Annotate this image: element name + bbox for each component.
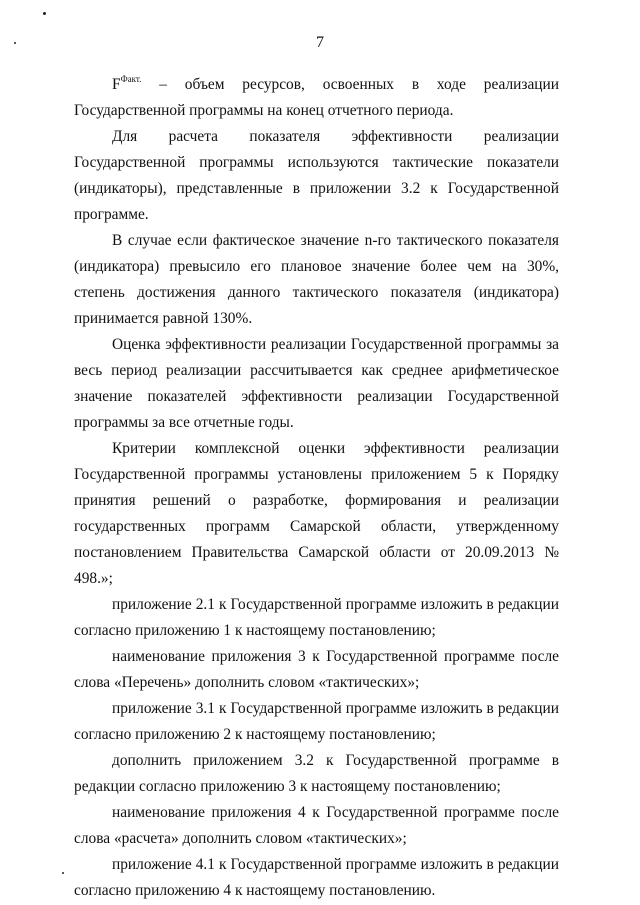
fact-definition-text: – объем ресурсов, освоенных в ходе реализации Государственной программы на конец отчетного периода. — [74, 76, 559, 119]
document-body — [74, 66, 559, 904]
paragraph: Оценка эффективности реализации Государственной программы за весь период реализации рассчитывается как среднее арифметическое значение показателей эффективности реализации Государственной программы за все отчетные годы. — [74, 336, 559, 431]
paragraph: наименование приложения 4 к Государственной программе после слова «расчета» дополнить словом «тактических»; — [74, 804, 559, 847]
paragraph: наименование приложения 3 к Государственной программе после слова «Перечень» дополнить словом «тактических»; — [74, 648, 559, 691]
scan-speck — [43, 12, 46, 15]
paragraph: приложение 4.1 к Государственной программе изложить в редакции согласно приложению 4 к настоящему постановлению. — [74, 856, 559, 899]
fact-symbol: F — [112, 76, 121, 93]
paragraph: приложение 3.1 к Государственной программе изложить в редакции согласно приложению 2 к настоящему постановлению; — [74, 700, 559, 743]
paragraph: приложение 2.1 к Государственной программе изложить в редакции согласно приложению 1 к настоящему постановлению; — [74, 596, 559, 639]
page-number: 7 — [316, 34, 324, 51]
paragraph-fact-definition — [74, 66, 559, 124]
paragraph: В случае если фактическое значение n-го тактического показателя (индикатора) превысило его плановое значение более чем на 30%, степень достижения данного тактического показателя (индикатора) принимается равной 130%. — [74, 232, 559, 327]
paragraph: Для расчета показателя эффективности реализации Государственной программы используются тактические показатели (индикаторы), представленные в приложении 3.2 к Государственной программе. — [74, 128, 559, 223]
paragraph: дополнить приложением 3.2 к Государственной программе в редакции согласно приложению 3 к настоящему постановлению; — [74, 752, 559, 795]
paragraph: Критерии комплексной оценки эффективности реализации Государственной программы установлены приложением 5 к Порядку принятия решений о разработке, формирования и реализации государственных программ Самарской области, утвержденному постановлением Правительства Самарской области от 20.09.2013 № 498.»; — [74, 440, 559, 587]
scan-speck — [62, 872, 64, 874]
fact-superscript: Факт. — [120, 74, 142, 84]
